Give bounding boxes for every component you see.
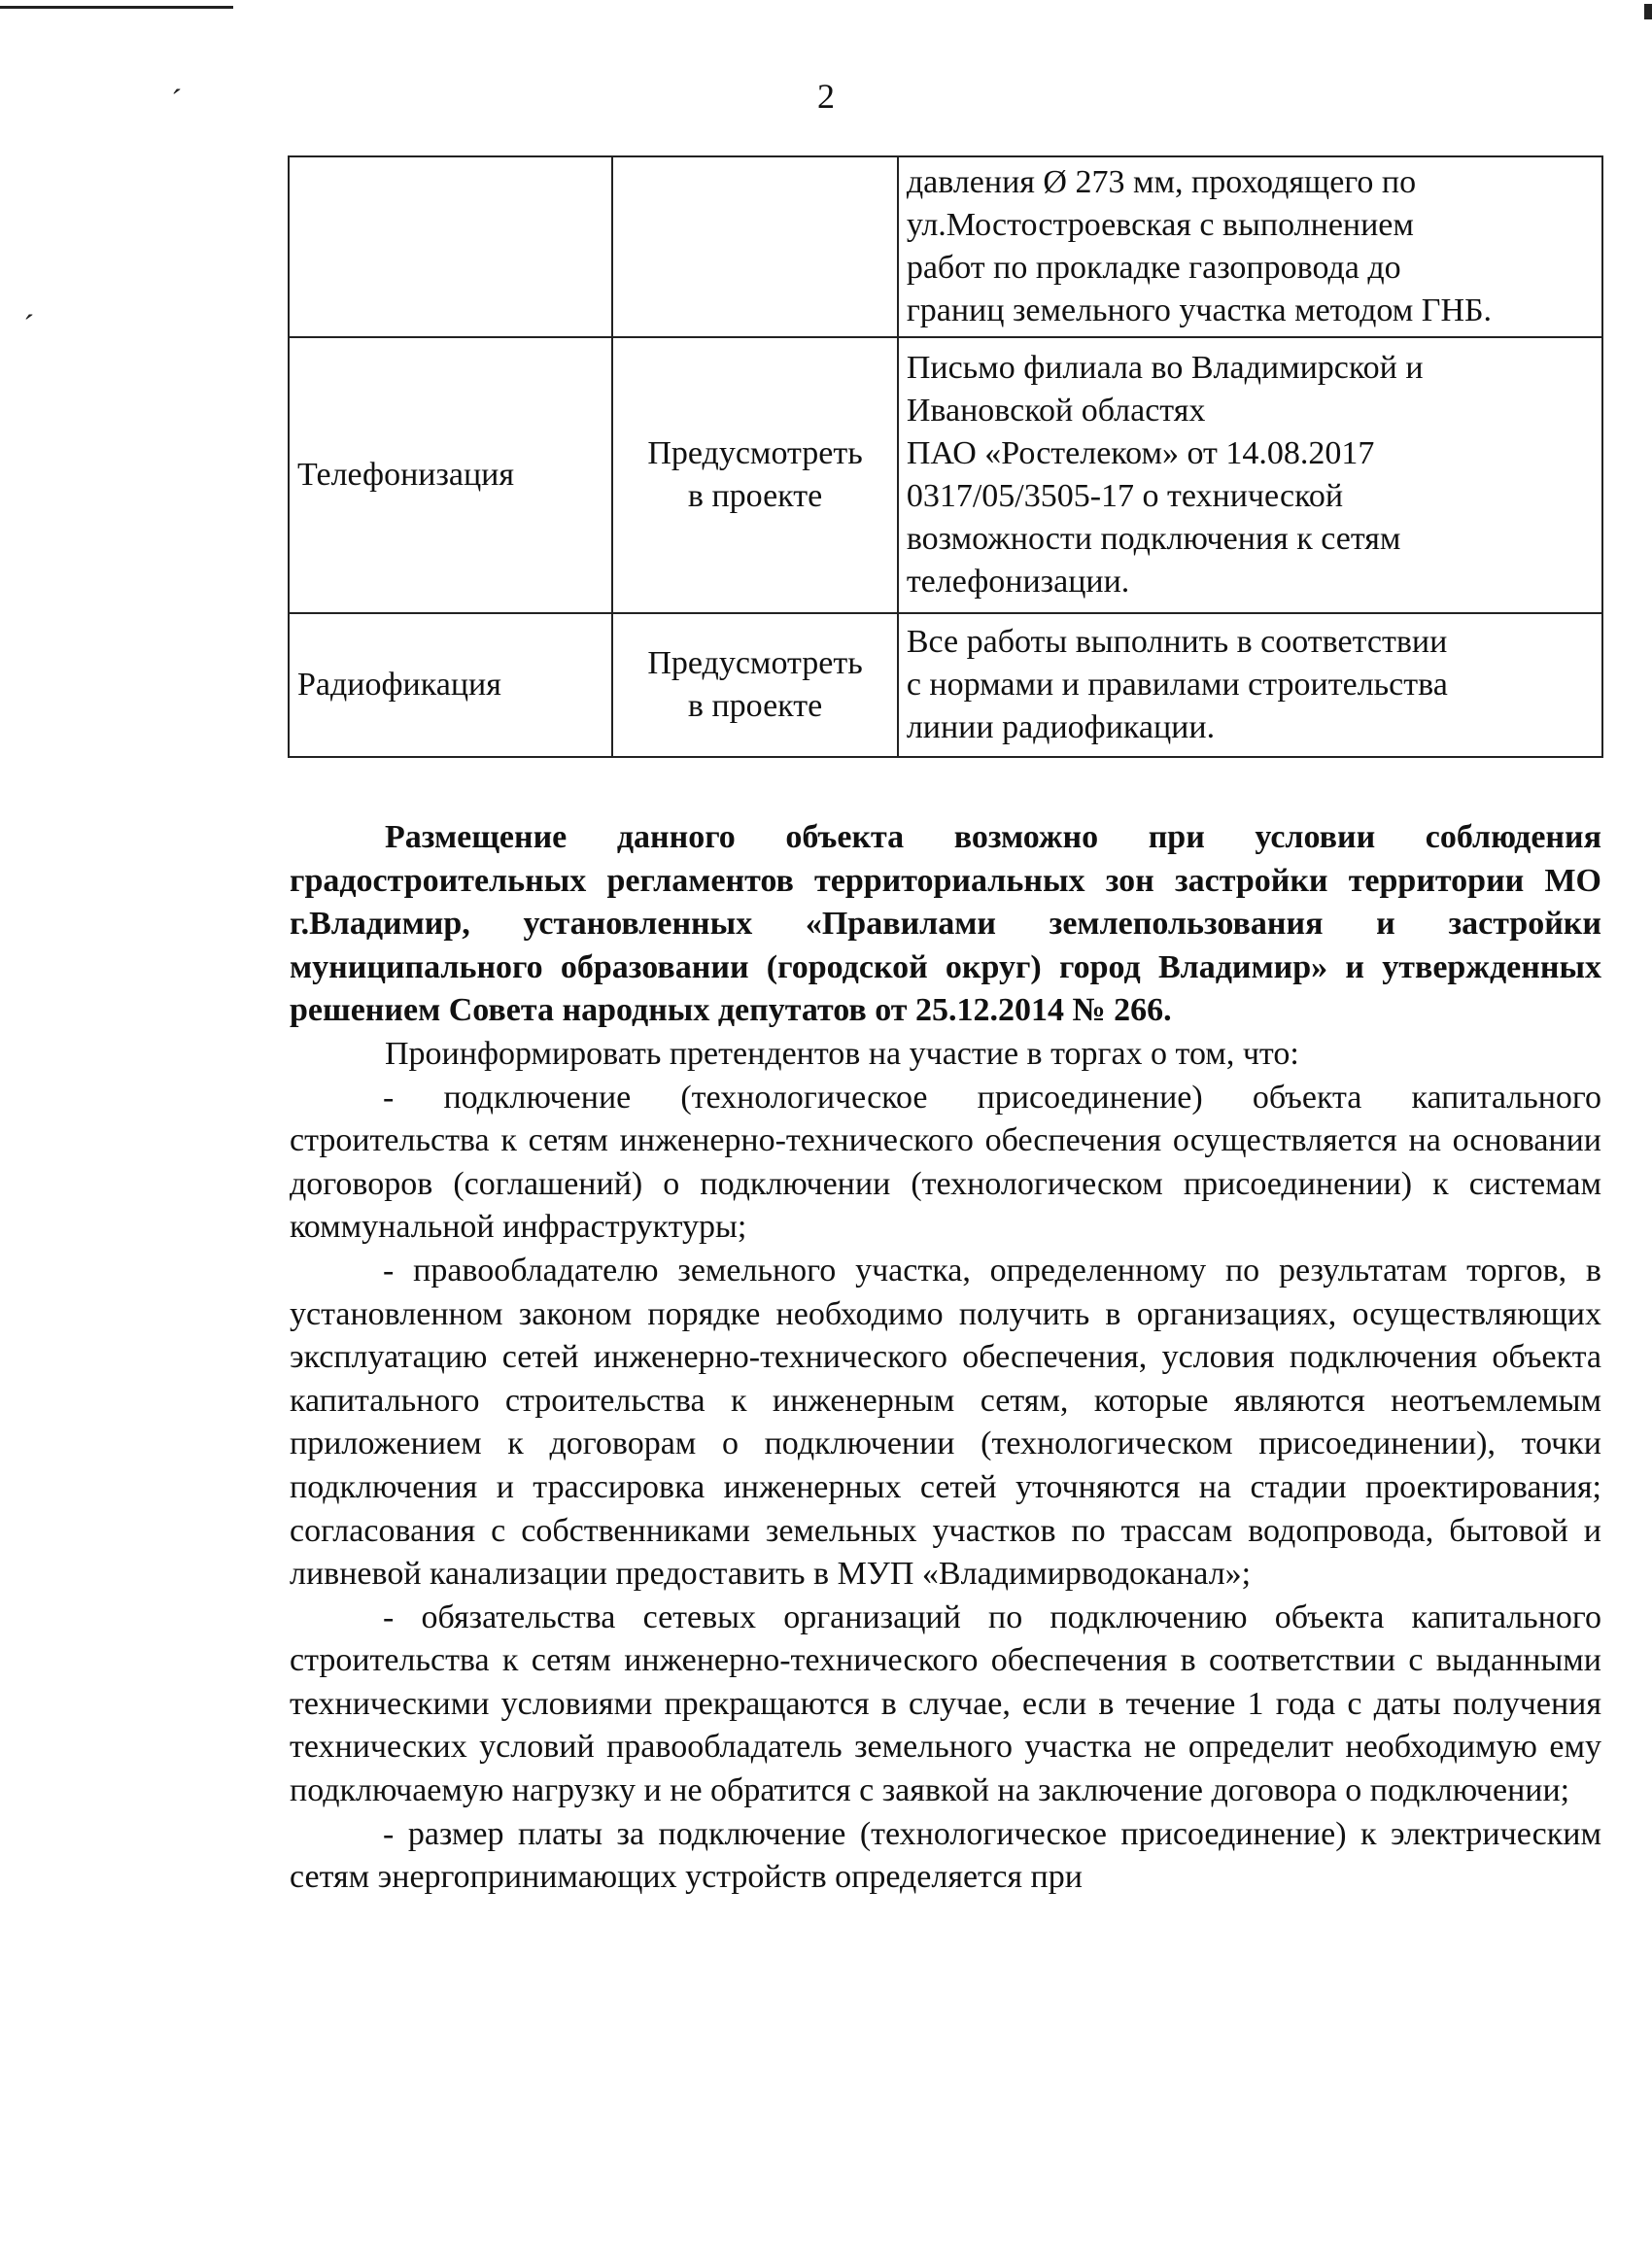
infrastructure-table [288, 155, 1603, 758]
table-row [289, 613, 1602, 757]
note-line: Ивановской областях [906, 393, 1206, 429]
document-body [290, 816, 1601, 1900]
note-cell [898, 156, 1602, 337]
note-line: линии радиофикации. [906, 709, 1216, 745]
list-item: - правообладателю земельного участка, определенному по результатам торгов, в установленном законом порядке необходимо получить в организациях, осуществляющих эксплуатацию сетей инженерно-технического обеспечения, условия подключения объекта капитального строительства к инженерным сетям, которые являются неотъемлемым приложением к договорам о подключении (технологическом присоединении), точки подключения и трассировка инженерных сетей уточняются на стадии проектирования; согласования с собственниками земельных участков по трассам водопровода, бытовой и ливневой канализации предоставить в МУП «Владимирводоканал»; [290, 1252, 1601, 1593]
network-label: Телефонизация [297, 457, 515, 493]
note-cell [898, 337, 1602, 613]
intro-paragraph: Проинформировать претендентов на участие в торгах о том, что: [385, 1035, 1299, 1072]
scan-edge-line [0, 6, 233, 9]
note-line: давления Ø 273 мм, проходящего по [906, 164, 1417, 200]
note-line: 0317/05/3505-17 о технической [906, 478, 1344, 514]
note-line: телефонизации. [906, 564, 1130, 600]
network-cell [289, 613, 612, 757]
requirement-line: Предусмотреть [647, 645, 863, 681]
scan-speck-mark: ˊ [171, 84, 183, 120]
network-cell [289, 337, 612, 613]
table-row [289, 337, 1602, 613]
requirement-line: в проекте [687, 688, 823, 724]
list-item: - обязательства сетевых организаций по подключению объекта капитального строительства к сетям инженерно-технического обеспечения в соответствии с выданными техническими условиями прекращаются в случае, если в течение 1 года с даты получения технических условий правообладатель земельного участка не определит необходимую ему подключаемую нагрузку и не обратится с заявкой на заключение договора о подключении; [290, 1598, 1601, 1809]
scan-corner-mark [1644, 4, 1652, 19]
requirement-line: Предусмотреть [647, 435, 863, 471]
table-row [289, 156, 1602, 337]
note-line: Все работы выполнить в соответствии [906, 624, 1448, 660]
list-item: - подключение (технологическое присоединение) объекта капитального строительства к сетям инженерно-технического обеспечения осуществляется на основании договоров (соглашений) о подключении (технологическом присоединении) к системам коммунальной инфраструктуры; [290, 1079, 1601, 1246]
network-cell [289, 156, 612, 337]
note-line: ул.Мостостроевская с выполнением [906, 207, 1414, 243]
list-item: - размер платы за подключение (технологическое присоединение) к электрическим сетям энергопринимающих устройств определяется при [290, 1815, 1601, 1896]
requirement-cell [612, 337, 898, 613]
note-line: Письмо филиала во Владимирской и [906, 350, 1424, 386]
conditions-paragraph: Размещение данного объекта возможно при условии соблюдения градостроительных регламентов территориальных зон застройки территории МО г.Владимир, установленных «Правилами землепользования и застройки муниципального образовании (городской округ) город Владимир» и утвержденных решением Совета народных депутатов от 25.12.2014 № 266. [290, 819, 1601, 1029]
requirement-cell [612, 156, 898, 337]
note-line: ПАО «Ростелеком» от 14.08.2017 [906, 435, 1375, 471]
note-line: границ земельного участка методом ГНБ. [906, 292, 1493, 328]
page-number: 2 [817, 77, 835, 116]
requirement-cell [612, 613, 898, 757]
note-line: с нормами и правилами строительства [906, 667, 1448, 703]
requirement-line: в проекте [687, 478, 823, 514]
network-label: Радиофикация [297, 667, 501, 703]
note-line: работ по прокладке газопровода до [906, 250, 1401, 286]
note-line: возможности подключения к сетям [906, 521, 1401, 557]
note-cell [898, 613, 1602, 757]
scan-speck-mark: ˊ [23, 309, 35, 345]
